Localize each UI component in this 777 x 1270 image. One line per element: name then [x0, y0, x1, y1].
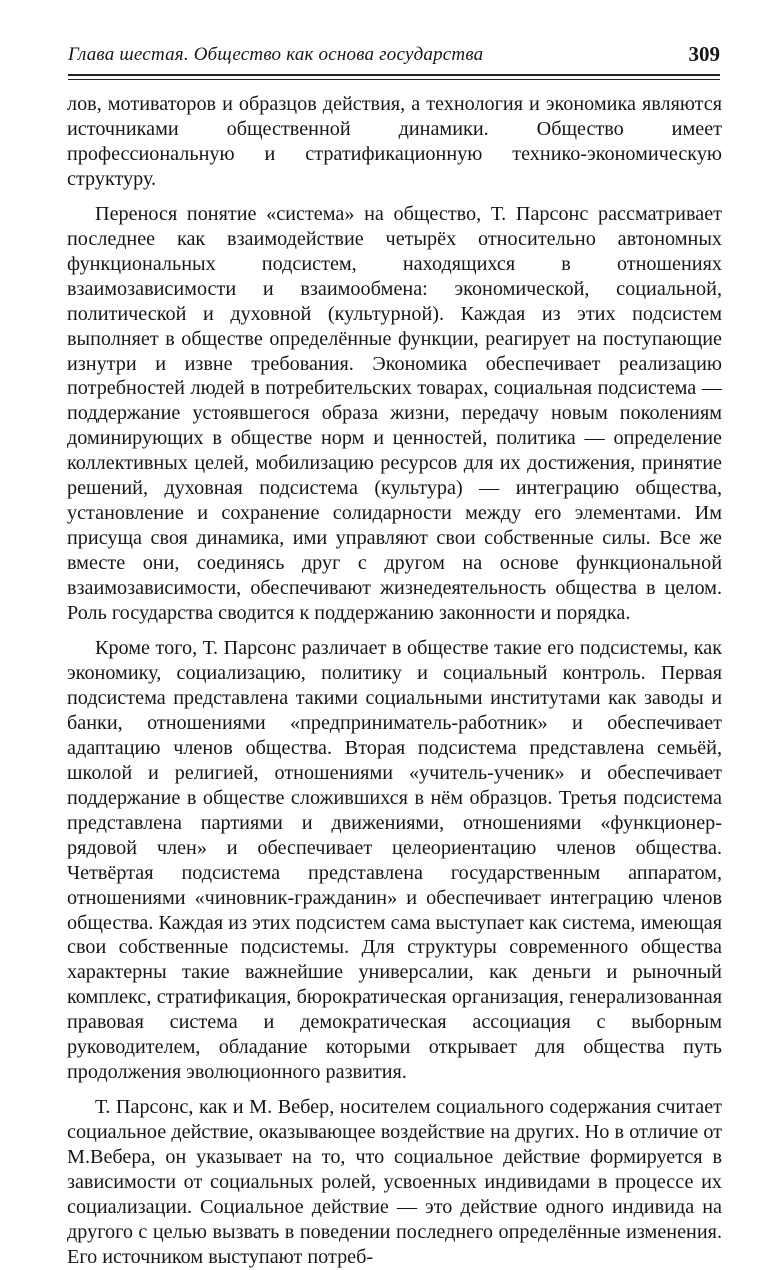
header-rule-thin: [68, 79, 720, 80]
paragraph: Кроме того, Т. Парсонс различает в обществе такие его подсистемы, как экономику, социализацию, политику и социальный контроль. Первая подсистема представлена такими социальными институтами как заводы и банки, отношениями «предприниматель-работник» и обеспечивает адаптацию членов общества. Вторая подсистема представлена семьёй, школой и религией, отношениями «учитель-ученик» и обеспечивает поддержание в обществе сложившихся в нём образцов. Третья подсистема представлена партиями и движениями, отношениями «функционер-рядовой член» и обеспечивает целеориентацию членов общества. Четвёртая подсистема представлена государственным аппаратом, отношениями «чиновник-гражданин» и обеспечивает интеграцию членов общества. Каждая из этих подсистем сама выступает как система, имеющая свои собственные подсистемы. Для структуры современного общества характерны такие важнейшие универсалии, как деньги и рыночный комплекс, стратификация, бюрократическая организация, генерализованная правовая система и демократическая ассоциация с выборным руководителем, обладание которыми открывает для общества путь продолжения эволюционного развития.: [67, 637, 722, 1084]
page-number: 309: [688, 42, 720, 66]
header-rule-thick: [68, 74, 720, 76]
paragraph: Перенося понятие «система» на общество, Т. Парсонс рассматривает последнее как взаимодействие четырёх относительно автономных функциональных подсистем, находящихся в отношениях взаимозависимости и взаимообмена: экономической, социальной, политической и духовной (культурной). Каждая из этих подсистем выполняет в обществе определённые функции, реагирует на поступающие изнутри и извне требования. Экономика обеспечивает реализацию потребностей людей в потребительских товарах, социальная подсистема — поддержание устоявшегося образа жизни, передачу новым поколениям доминирующих в обществе норм и ценностей, политика — определение коллективных целей, мобилизацию ресурсов для их достижения, принятие решений, духовная подсистема (культура) — интеграцию общества, установление и сохранение солидарности между его элементами. Им присуща своя динамика, ими управляют свои собственные силы. Все же вместе они, соединясь друг с другом на основе функциональной взаимозависимости, обеспечивают жизнедеятельность общества в целом. Роль государства сводится к поддержанию законности и порядка.: [67, 202, 722, 625]
page-header: [68, 38, 720, 74]
paragraph-continuation: лов, мотиваторов и образцов действия, а технология и экономика являются источниками общественной динамики. Общество имеет профессиональную и стратификационную технико-экономическую структуру.: [67, 93, 722, 190]
body-text: [67, 92, 722, 1270]
running-title: Глава шестая. Общество как основа государства: [68, 44, 484, 65]
paragraph: Т. Парсонс, как и М. Вебер, носителем социального содержания считает социальное действие, оказывающее воздействие на других. Но в отличие от М.Вебера, он указывает на то, что социальное действие формируется в зависимости от социальных ролей, усвоенных индивидами в процессе их социализации. Социальное действие — это действие одного индивида на другого с целью вызвать в поведении последнего определённые изменения. Его источником выступают потреб-: [67, 1096, 722, 1268]
